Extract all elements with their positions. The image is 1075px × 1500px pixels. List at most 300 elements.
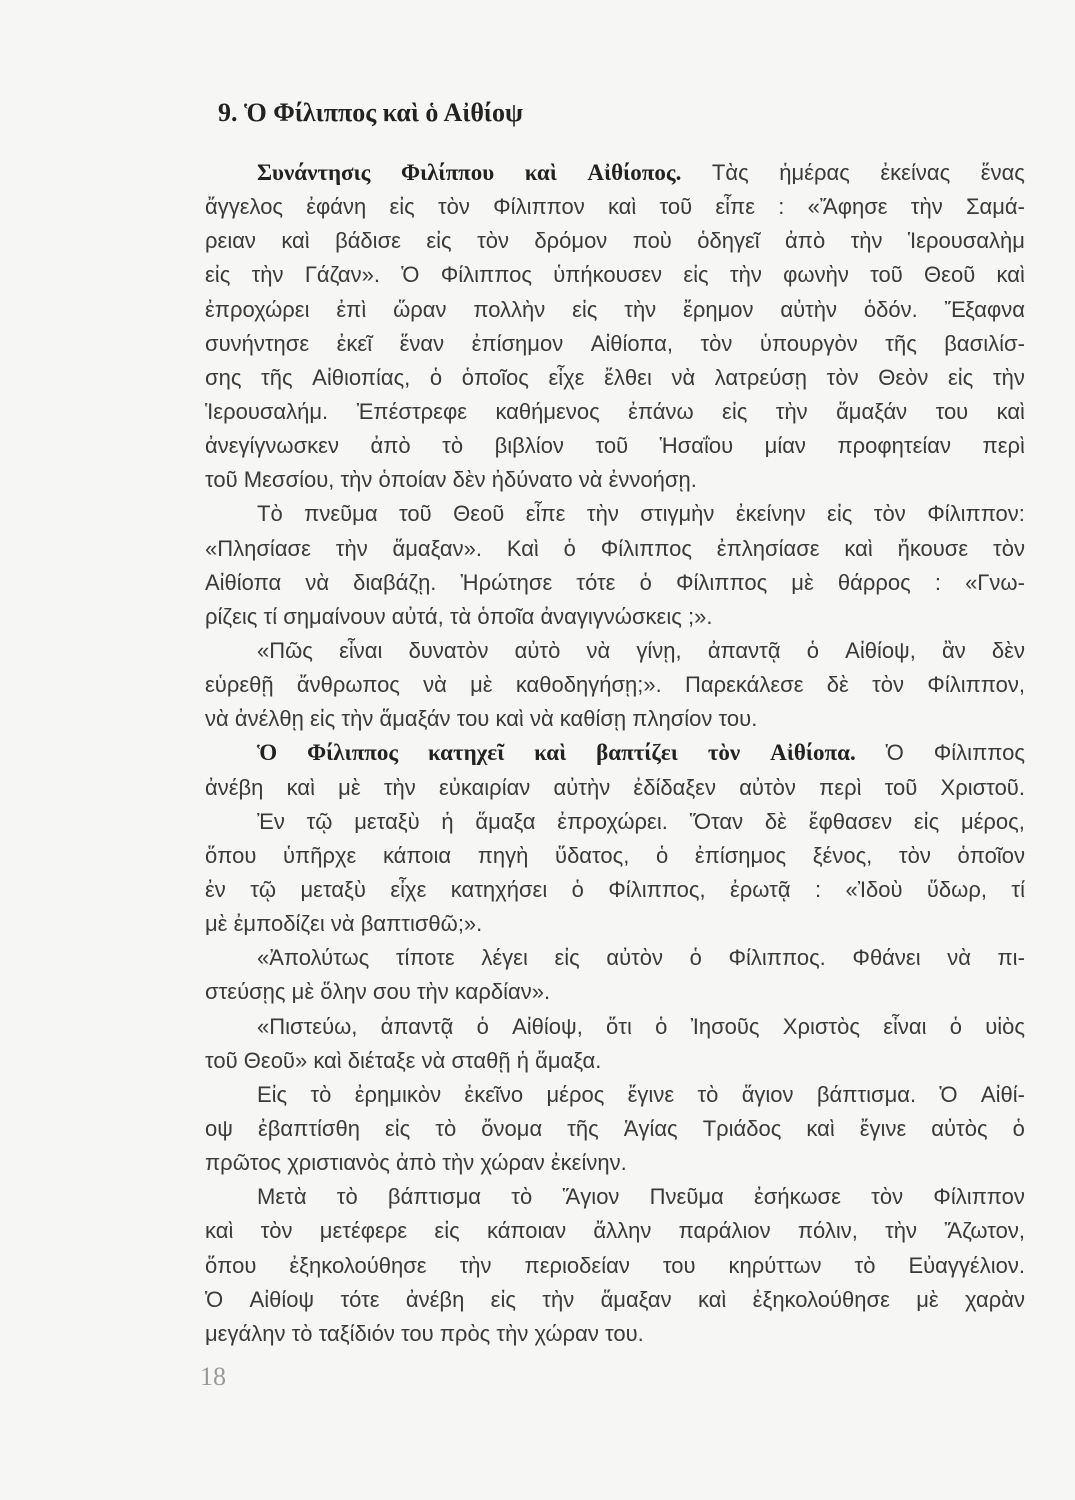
- word: καὶ: [205, 1218, 234, 1244]
- word: ἀπὸ: [785, 228, 826, 254]
- word: ἡμέρας: [779, 160, 850, 185]
- word: ἔλθει: [604, 364, 652, 390]
- word: ἄνθρωπος: [296, 672, 400, 698]
- word: ἡ: [516, 1047, 529, 1073]
- word: καθίσῃ: [559, 706, 627, 732]
- word: μὲ: [916, 1286, 939, 1312]
- word: «Ἰδοὺ: [845, 876, 903, 902]
- word: μὲ: [338, 774, 361, 800]
- word: ποὺ: [632, 228, 672, 254]
- word: ἅγιον: [741, 1081, 794, 1107]
- word: καὶ: [697, 1286, 727, 1312]
- word: συνήντησε: [205, 330, 310, 356]
- word: ἂν: [942, 637, 966, 663]
- word: ἐπίσημον: [471, 330, 564, 356]
- word: Ἠρώτησε: [460, 569, 553, 595]
- word: τὰ: [449, 603, 472, 629]
- word: νὰ: [578, 467, 603, 493]
- word: καθοδηγήσῃ;».: [515, 672, 662, 698]
- word: εἰς: [426, 228, 452, 254]
- word: τὴν: [383, 774, 416, 800]
- word: ἐφάνη: [306, 194, 367, 220]
- word: ὁδόν.: [863, 296, 918, 322]
- word: Σαμά-: [965, 194, 1025, 220]
- word: τὸν: [260, 1218, 293, 1244]
- word: :: [814, 876, 822, 902]
- word: Θεὸν: [878, 364, 929, 390]
- word: Ἁγίας: [623, 1115, 678, 1141]
- word: τίποτε: [395, 945, 455, 971]
- word: ἐπλησίασε: [716, 535, 820, 561]
- word: πόλιν,: [797, 1218, 858, 1244]
- word: ὕδατος,: [555, 842, 630, 868]
- text-line: [205, 1214, 1025, 1248]
- word: εἰς: [722, 398, 748, 424]
- word: πλησίον: [632, 706, 713, 732]
- word: ἀπὸ: [396, 1150, 437, 1176]
- word: ἐκείνην.: [550, 1150, 627, 1176]
- word: βάδισε: [335, 228, 401, 254]
- word: ἕνας: [980, 160, 1025, 185]
- word: αὐτὴν: [780, 296, 838, 322]
- word: ἅμαξαν».: [392, 535, 482, 561]
- word: μεταξὺ: [300, 876, 366, 902]
- word: Φίλιππος: [600, 535, 692, 561]
- word: νὰ: [421, 1047, 446, 1073]
- word: σου: [372, 979, 411, 1005]
- word: νὰ: [671, 364, 696, 390]
- word: τὸν: [871, 1184, 904, 1210]
- word: ταξίδιόν: [318, 1320, 395, 1346]
- word: ἐπάνω: [628, 398, 694, 424]
- text-line: [205, 736, 1025, 770]
- word: ἄγγελος: [205, 194, 284, 220]
- word: ἐννοήσῃ.: [608, 467, 697, 493]
- text-line: [205, 327, 1025, 361]
- word: ὁποῖον: [957, 842, 1025, 868]
- text-line: [205, 668, 1025, 702]
- word: ὁδηγεῖ: [697, 228, 760, 254]
- word: οψ: [205, 1115, 233, 1141]
- word: τὸν: [993, 535, 1025, 561]
- word: τὴν: [850, 228, 883, 254]
- word: ἅμαξα: [475, 808, 536, 834]
- word: του: [662, 1252, 696, 1278]
- section-heading-word: βαπτίζει: [596, 740, 678, 766]
- section-heading-word: Συνάντησις: [257, 160, 371, 185]
- word: ὁ: [476, 1013, 489, 1039]
- word: ἀπαντᾷ: [707, 637, 781, 663]
- word: Ἐν: [257, 808, 285, 834]
- word: διέταξε: [347, 1047, 416, 1073]
- word: τὸν: [873, 501, 906, 527]
- text-line: [205, 907, 1025, 941]
- word: χώραν: [480, 1150, 545, 1176]
- word: ἐδίδαξεν: [633, 774, 716, 800]
- word: «Πλησίασε: [205, 535, 311, 561]
- word: τὴν: [335, 535, 368, 561]
- word: ἐπροχώρει.: [557, 808, 668, 834]
- word: διαβάζῃ.: [353, 569, 437, 595]
- text-line: [205, 1283, 1025, 1317]
- word: εἰς: [490, 1286, 516, 1312]
- word: ὁ: [655, 1013, 668, 1039]
- word: Ἔξαφνα: [944, 296, 1025, 322]
- word: Ἄζωτον,: [944, 1218, 1025, 1244]
- word: καὶ: [996, 262, 1025, 288]
- word: τὴν: [992, 364, 1025, 390]
- word: ἅμαξαν: [600, 1286, 672, 1312]
- word: Θεοῦ: [924, 262, 976, 288]
- word: Ὁ: [401, 262, 420, 288]
- text-line: [205, 190, 1025, 224]
- word: Φίλιππος: [933, 740, 1025, 766]
- word: καὶ: [844, 535, 873, 561]
- word: ὁ: [1012, 1115, 1025, 1141]
- word: ρειαν: [205, 228, 256, 254]
- word: ἅμαξα.: [535, 1047, 602, 1073]
- text-line: [205, 873, 1025, 907]
- word: Ὁ: [885, 740, 904, 766]
- word: τὴν: [341, 706, 374, 732]
- section-heading-word: καὶ: [534, 740, 567, 766]
- word: τοῦ: [595, 433, 629, 459]
- word: ἔγινε: [627, 1081, 675, 1107]
- word: μὲ: [291, 979, 315, 1005]
- chapter-title: 9. Ὁ Φίλιππος καὶ ὁ Αἰθίοψ: [218, 98, 523, 127]
- word: ἐρωτᾷ: [729, 876, 791, 902]
- word: τὴν: [586, 501, 619, 527]
- word: καρδίαν».: [454, 979, 551, 1005]
- word: στιγμὴν: [640, 501, 715, 527]
- word: αὐτὸ: [514, 637, 561, 663]
- word: κηρύττων: [728, 1252, 822, 1278]
- word: τί: [263, 603, 278, 629]
- word: Αἰθίοψ,: [845, 637, 916, 663]
- word: Φίλιππον: [933, 1184, 1025, 1210]
- word: ἕναν: [399, 330, 445, 356]
- word: νὰ: [330, 911, 355, 937]
- section-heading-word: Αἰθίοπος.: [587, 160, 682, 185]
- word: εἶναι: [883, 1013, 927, 1039]
- word: τὸν: [477, 228, 509, 254]
- word: τοῦ: [659, 194, 693, 220]
- word: τῆς: [261, 364, 293, 390]
- word: αὐτὸν: [739, 774, 796, 800]
- word: ὅλην: [320, 979, 367, 1005]
- word: βασιλίσ-: [944, 330, 1025, 356]
- word: τὴν: [775, 398, 808, 424]
- word: ἠδύνατο: [491, 467, 573, 493]
- word: νὰ: [947, 945, 971, 971]
- word: τὸ: [854, 1252, 876, 1278]
- word: ὅπου: [205, 842, 257, 868]
- word: τὸν: [437, 194, 470, 220]
- page-number: 18: [200, 1362, 226, 1391]
- word: αὐτά,: [391, 603, 444, 629]
- word: ὑπῆρχε: [283, 842, 357, 868]
- word: μέρος: [546, 1081, 605, 1107]
- word: αὐτὴν: [553, 774, 611, 800]
- word: ἀνέλθῃ: [234, 706, 304, 732]
- word: δὲν: [452, 467, 486, 493]
- word: στεύσῃς: [205, 979, 286, 1005]
- word: Θεοῦ»: [243, 1047, 308, 1073]
- word: αὐτὸν: [606, 945, 664, 971]
- word: Αἰθί-: [980, 1081, 1025, 1107]
- word: Εὐαγγέλιον.: [908, 1252, 1025, 1278]
- word: ὅπου: [205, 1252, 257, 1278]
- word: εἰς: [205, 262, 231, 288]
- word: χώραν: [534, 1320, 599, 1346]
- word: Φίλιππος,: [608, 876, 706, 902]
- word: τὸ: [697, 1081, 719, 1107]
- text-line: [205, 1112, 1025, 1146]
- word: καὶ: [806, 1115, 835, 1141]
- word: ἐν: [205, 876, 226, 902]
- word: εἰς: [384, 1115, 411, 1141]
- word: Φθάνει: [852, 945, 921, 971]
- section-heading-word: Φίλιππος: [307, 740, 399, 766]
- word: Μεσσίου,: [243, 467, 335, 493]
- text-line: [205, 463, 1025, 497]
- word: βάπτισμα.: [816, 1081, 917, 1107]
- word: μίαν: [764, 433, 806, 459]
- word: χριστιανὸς: [287, 1150, 390, 1176]
- word: του.: [718, 706, 758, 732]
- word: ὕδωρ,: [926, 876, 987, 902]
- word: Ὁ: [939, 1081, 958, 1107]
- word: τῷ: [306, 808, 333, 834]
- word: καὶ: [996, 398, 1025, 424]
- word: εἰς: [827, 501, 853, 527]
- text-line: [205, 1317, 1025, 1351]
- text-line: [205, 361, 1025, 395]
- word: ἔγινε: [859, 1115, 907, 1141]
- word: νὰ: [205, 706, 229, 732]
- word: νὰ: [305, 569, 330, 595]
- word: τῆς: [885, 330, 917, 356]
- word: τὸν: [700, 330, 733, 356]
- word: μεγάλην: [205, 1320, 286, 1346]
- word: εἰς: [389, 194, 415, 220]
- word: Αἰθίοψ: [249, 1286, 315, 1312]
- word: πνεῦμα: [304, 501, 378, 527]
- section-heading-word: Φιλίππου: [400, 160, 495, 185]
- word: μὲ: [205, 911, 228, 937]
- section-heading-word: τὸν: [707, 740, 741, 766]
- word: τί: [1011, 876, 1025, 902]
- word: τὸ: [310, 1081, 332, 1107]
- text-line: [205, 1044, 1025, 1078]
- word: εἰς: [309, 706, 336, 732]
- text-line: [205, 532, 1025, 566]
- section-heading-word: καὶ: [524, 160, 557, 185]
- word: Αἰθίοψ,: [512, 1013, 583, 1039]
- word: Θεοῦ: [453, 501, 505, 527]
- word: «Ἄφησε: [807, 194, 888, 220]
- word: βιβλίον: [494, 433, 564, 459]
- word: «Γνω-: [965, 569, 1025, 595]
- text-line: [205, 156, 1025, 190]
- word: ἐσήκωσε: [754, 1184, 841, 1210]
- word: πολλὴν: [473, 296, 546, 322]
- word: πι-: [997, 945, 1025, 971]
- word: μετέφερε: [319, 1218, 408, 1244]
- word: τὴν: [885, 1218, 918, 1244]
- word: Φίλιππος: [440, 262, 532, 288]
- word: ἐξηκολούθησε: [752, 1286, 890, 1312]
- word: τοῦ: [870, 262, 903, 288]
- word: καὶ: [313, 1047, 342, 1073]
- word: κάποιαν: [486, 1218, 567, 1244]
- word: ὅτι: [606, 1013, 632, 1039]
- word: σημαίνουν: [283, 603, 386, 629]
- word: Ὅταν: [689, 808, 744, 834]
- text-line: [205, 634, 1025, 668]
- text-line: [205, 1249, 1025, 1283]
- word: ξένος,: [812, 842, 873, 868]
- word: υἱὸς: [985, 1013, 1025, 1039]
- word: καὶ: [495, 706, 524, 732]
- word: εἶχε: [390, 876, 427, 902]
- word: καὶ: [607, 194, 637, 220]
- word: Ἡσαΐου: [659, 433, 734, 459]
- word: τῷ: [250, 876, 277, 902]
- word: φωνὴν: [783, 262, 849, 288]
- word: εἶπε: [525, 501, 566, 527]
- text-line: [205, 1078, 1025, 1112]
- word: Μετὰ: [257, 1184, 307, 1210]
- word: σης: [205, 364, 242, 390]
- word: τοῦ: [399, 501, 432, 527]
- word: εἰς: [683, 262, 709, 288]
- word: Εἰς: [257, 1081, 288, 1107]
- word: προφητείαν: [837, 433, 951, 459]
- word: :: [934, 569, 941, 595]
- word: εἰς: [554, 945, 580, 971]
- word: ὑπουργὸν: [759, 330, 858, 356]
- word: λατρεύσῃ: [714, 364, 808, 390]
- word: εἶναι: [339, 637, 383, 663]
- word: τὴν: [459, 1252, 492, 1278]
- word: Αἰθίοπα: [205, 569, 282, 595]
- word: τὸ: [336, 1184, 358, 1210]
- section-heading-word: Ὁ: [257, 740, 278, 766]
- text-line: [205, 1146, 1025, 1180]
- word: ὁ: [806, 637, 819, 663]
- word: ὑπήκουσεν: [553, 262, 663, 288]
- word: ἐρημικὸν: [354, 1081, 442, 1107]
- text-line: [205, 566, 1025, 600]
- word: τὴν: [340, 467, 373, 493]
- word: Τὰς: [711, 160, 749, 185]
- word: ἅμαξάν: [379, 706, 451, 732]
- word: «Πῶς: [257, 637, 313, 663]
- word: τὴν: [624, 296, 657, 322]
- word: ἐπίσημος: [694, 842, 787, 868]
- word: πηγὴ: [477, 842, 529, 868]
- word: κάποια: [382, 842, 452, 868]
- word: ὁ: [563, 535, 576, 561]
- word: ἐκεῖνο: [464, 1081, 524, 1107]
- text-line: [205, 429, 1025, 463]
- word: τότε: [576, 569, 616, 595]
- word: ἔφθασεν: [808, 808, 893, 834]
- word: δρόμον: [534, 228, 608, 254]
- word: ἅμαξάν: [836, 398, 908, 424]
- word: ὁ: [689, 945, 702, 971]
- word: βαπτισθῶ;».: [360, 911, 483, 937]
- word: ὄνομα: [481, 1115, 543, 1141]
- word: τὸ: [442, 433, 464, 459]
- word: του: [400, 1320, 434, 1346]
- word: Γάζαν».: [304, 262, 380, 288]
- word: περὶ: [819, 774, 862, 800]
- word: καὶ: [281, 228, 310, 254]
- word: τὸν: [898, 842, 931, 868]
- word: ἐπὶ: [336, 296, 367, 322]
- word: ἐξηκολούθησε: [289, 1252, 427, 1278]
- word: τὴν: [251, 262, 284, 288]
- word: του: [456, 706, 490, 732]
- word: Αἰθιοπίας,: [312, 364, 411, 390]
- word: παράλιον: [678, 1218, 771, 1244]
- word: τοῦ: [205, 467, 238, 493]
- word: καθήμενος: [495, 398, 600, 424]
- word: ὥραν: [393, 296, 447, 322]
- word: Τριάδος: [702, 1115, 782, 1141]
- word: ἀνέβη: [205, 774, 264, 800]
- word: ὁποίαν: [378, 467, 447, 493]
- word: ὁποῖα: [477, 603, 535, 629]
- word: τοῦ: [205, 1047, 238, 1073]
- text-line: [205, 941, 1025, 975]
- word: ἀναγιγνώσκεις: [540, 603, 682, 629]
- word: τοῦ: [884, 774, 918, 800]
- word: ἐβαπτίσθη: [257, 1115, 360, 1141]
- word: νὰ: [423, 672, 447, 698]
- word: νὰ: [586, 637, 611, 663]
- word: χαρὰν: [965, 1286, 1025, 1312]
- word: ἡ: [441, 808, 454, 834]
- body-text: [205, 156, 1025, 1351]
- word: :: [778, 194, 785, 220]
- word: Τὸ: [257, 501, 283, 527]
- text-line: [205, 839, 1025, 873]
- word: ὁ: [639, 569, 652, 595]
- word: Φίλιππον:: [927, 501, 1025, 527]
- word: ὁ: [949, 1013, 962, 1039]
- word: τὸν: [872, 672, 905, 698]
- text-line: [205, 497, 1025, 531]
- word: ὁ: [655, 842, 669, 868]
- word: τὴν: [416, 979, 449, 1005]
- word: του: [935, 398, 969, 424]
- word: καὶ: [286, 774, 315, 800]
- word: δυνατὸν: [408, 637, 489, 663]
- word: ἔρημον: [683, 296, 754, 322]
- word: ἐπροχώρει: [205, 296, 310, 322]
- word: ἐκείνην: [735, 501, 806, 527]
- word: βάπτισμα: [387, 1184, 482, 1210]
- word: Αἰθίοπα,: [590, 330, 673, 356]
- text-line: [205, 805, 1025, 839]
- word: Πνεῦμα: [649, 1184, 724, 1210]
- word: Χριστοῦ.: [940, 774, 1025, 800]
- text-line: [205, 224, 1025, 258]
- word: του.: [604, 1320, 644, 1346]
